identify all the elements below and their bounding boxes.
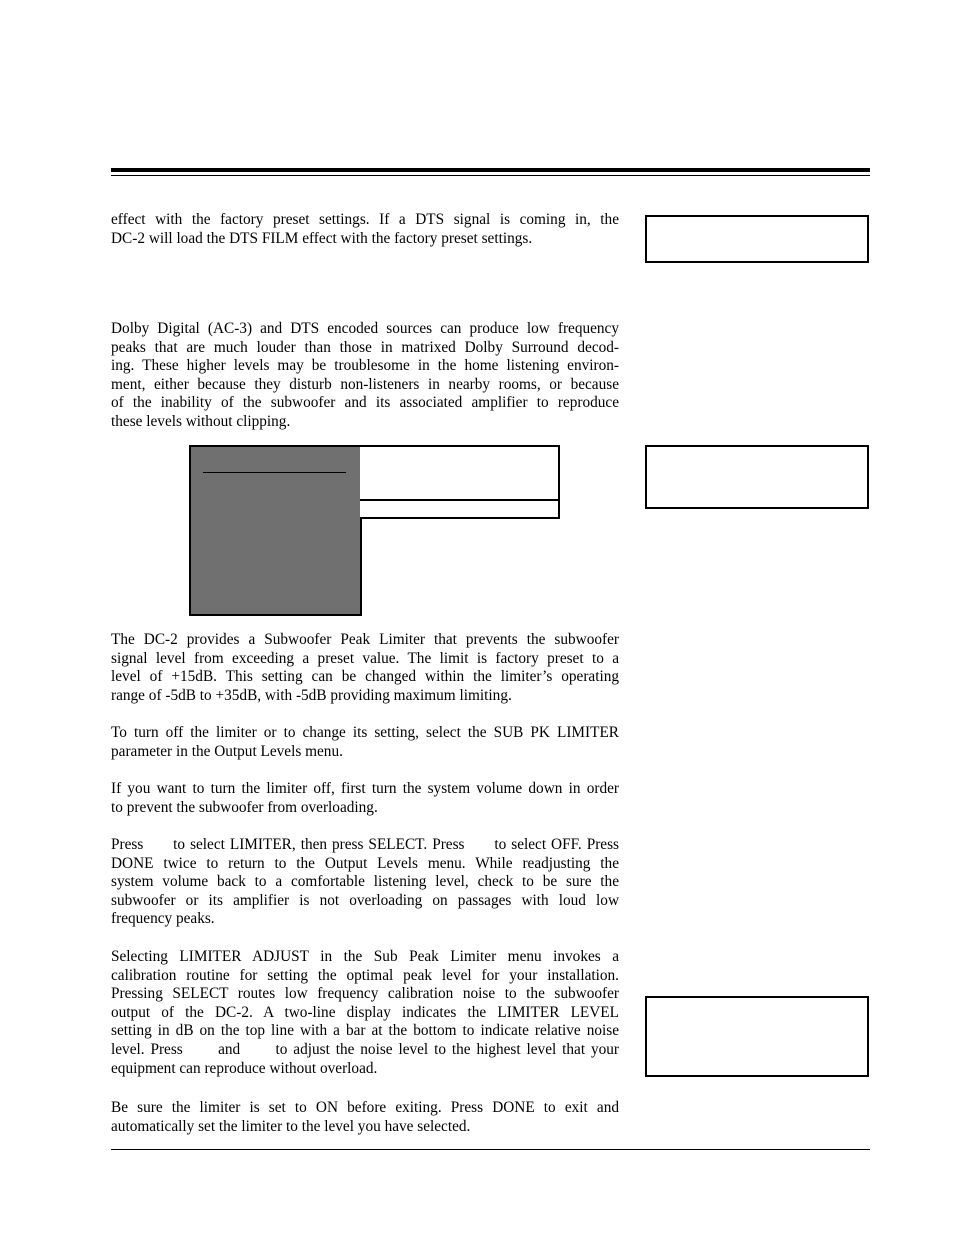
text-line: Pressing SELECT routes low frequency calibration noise to the subwoofer xyxy=(111,985,619,1003)
menu-diagram-panel xyxy=(189,445,362,616)
menu-title-underline xyxy=(203,472,346,473)
header-rule-thick xyxy=(111,168,870,172)
text-line: these levels without clipping. xyxy=(111,412,291,430)
text-line: calibration routine for setting the optimal peak level for your installation. xyxy=(111,966,619,984)
sidebar-box-1 xyxy=(645,215,869,263)
text-line: system volume back to a comfortable listening level, check to be sure the xyxy=(111,873,619,891)
paragraph-adjust xyxy=(111,948,619,1078)
text-line: Be sure the limiter is set to ON before exiting. Press DONE to exit and xyxy=(111,1099,619,1116)
text-line: automatically set the limiter to the level you have selected. xyxy=(111,1117,471,1135)
text-line: DONE twice to return to the Output Levels menu. While readjusting the xyxy=(111,854,619,872)
text-line: To turn off the limiter or to change its setting, select the SUB PK LIMITER xyxy=(111,724,619,741)
text-line: ing. These higher levels may be troublesome in the home listening environ- xyxy=(111,357,619,375)
menu-diagram-cell-top xyxy=(360,445,560,481)
header-rule-thin xyxy=(111,175,870,176)
paragraph-turn-off xyxy=(111,724,619,761)
text-line: level of +15dB. This setting can be changed within the limiter’s operating xyxy=(111,668,619,686)
text-line: to prevent the subwoofer from overloading. xyxy=(111,798,378,816)
paragraph-intro xyxy=(111,211,619,248)
sidebar-box-2 xyxy=(645,445,869,509)
text-line: subwoofer or its amplifier is not overloading on passages with loud low xyxy=(111,891,619,909)
text-line: frequency peaks. xyxy=(111,910,215,928)
text-line: DC-2 will load the DTS FILM effect with the factory preset settings. xyxy=(111,229,533,247)
paragraph-volume xyxy=(111,780,619,817)
menu-diagram-cell-bottom xyxy=(360,499,560,519)
text-line: setting in dB on the top line with a bar at the bottom to indicate relative noise xyxy=(111,1022,619,1040)
menu-diagram-cell-middle xyxy=(360,479,560,501)
text-line: The DC-2 provides a Subwoofer Peak Limiter that prevents the subwoofer xyxy=(111,631,619,648)
text-line: parameter in the Output Levels menu. xyxy=(111,742,343,760)
text-line: Dolby Digital (AC-3) and DTS encoded sources can produce low frequency xyxy=(111,320,619,337)
text-line: level. Press and to adjust the noise level to the highest level that your xyxy=(111,1040,619,1058)
text-line: ment, either because they disturb non-listeners in nearby rooms, or because xyxy=(111,375,619,393)
paragraph-press xyxy=(111,836,619,929)
text-line: Press to select LIMITER, then press SELECT. Press to select OFF. Press xyxy=(111,836,619,853)
paragraph-limiter xyxy=(111,631,619,705)
paragraph-peaks xyxy=(111,320,619,432)
text-line: Selecting LIMITER ADJUST in the Sub Peak Limiter menu invokes a xyxy=(111,948,619,965)
text-line: signal level from exceeding a preset value. The limit is factory preset to a xyxy=(111,649,619,667)
sidebar-box-3 xyxy=(645,996,869,1077)
text-line: equipment can reproduce without overload. xyxy=(111,1059,378,1077)
footer-rule xyxy=(111,1149,870,1150)
text-line: range of -5dB to +35dB, with -5dB providing maximum limiting. xyxy=(111,686,512,704)
text-line: peaks that are much louder than those in matrixed Dolby Surround decod- xyxy=(111,338,619,356)
text-line: effect with the factory preset settings. If a DTS signal is coming in, the xyxy=(111,211,619,228)
text-line: If you want to turn the limiter off, first turn the system volume down in order xyxy=(111,780,619,797)
text-line: of the inability of the subwoofer and its associated amplifier to reproduce xyxy=(111,394,619,412)
paragraph-exit xyxy=(111,1099,619,1136)
text-line: output of the DC-2. A two-line display indicates the LIMITER LEVEL xyxy=(111,1003,619,1021)
